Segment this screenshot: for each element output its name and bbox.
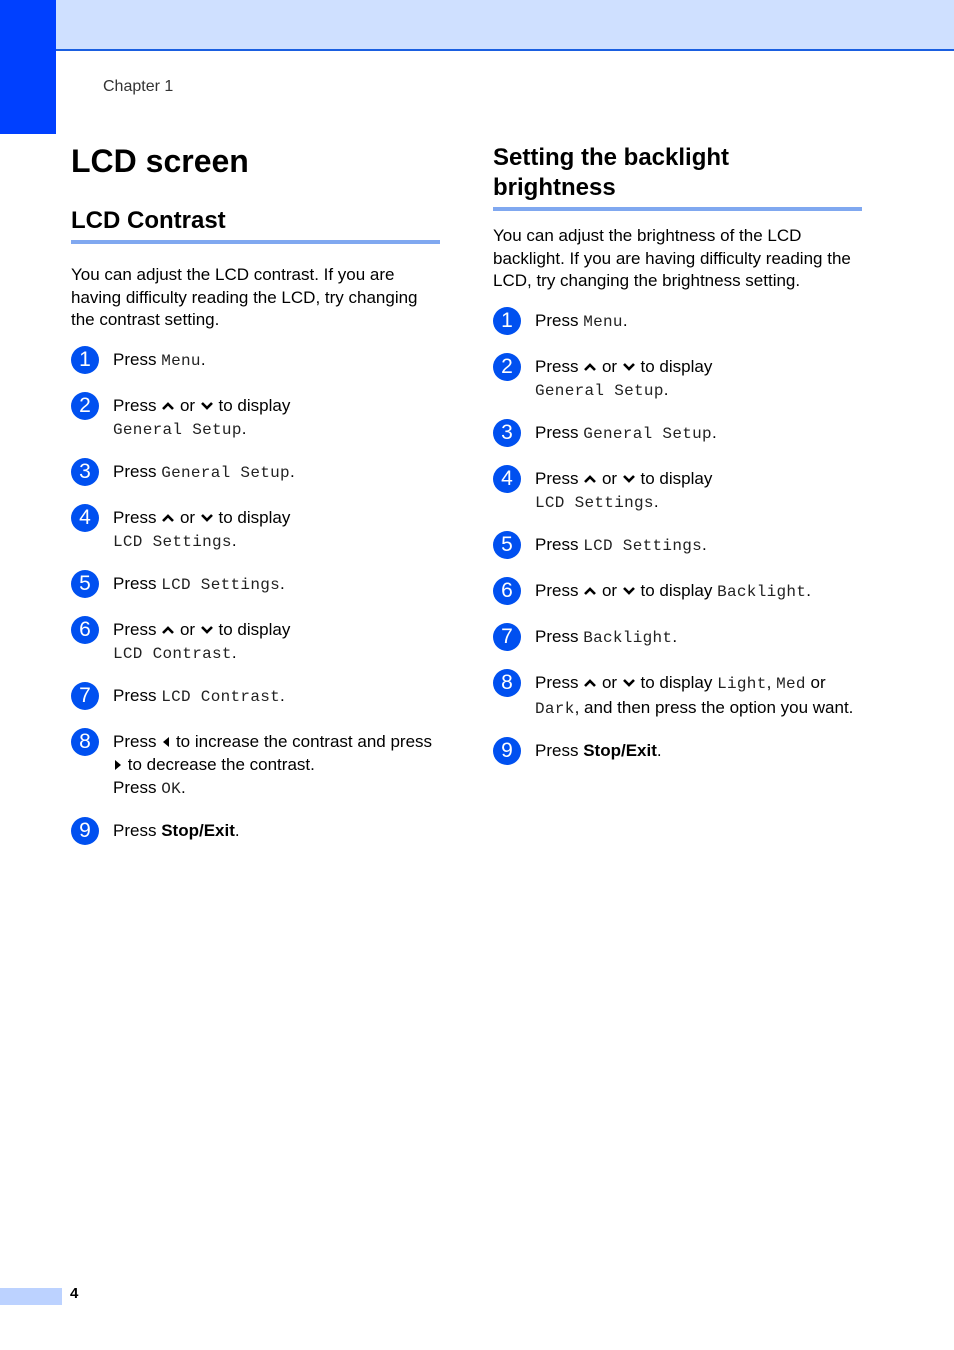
lcd-text: General Setup — [161, 463, 290, 482]
step-number: 7 — [493, 623, 521, 651]
triangle-left-icon — [161, 736, 171, 748]
step-number: 4 — [493, 465, 521, 493]
step-item: 2 Press or to display General Setup. — [493, 355, 862, 403]
chevron-up-icon — [583, 473, 597, 485]
step-number: 1 — [493, 307, 521, 335]
lcd-text: General Setup — [583, 424, 712, 443]
chevron-up-icon — [161, 624, 175, 636]
step-number: 6 — [493, 577, 521, 605]
chevron-up-icon — [161, 512, 175, 524]
step-item: 4 Press or to display LCD Settings. — [71, 506, 440, 554]
step-number: 3 — [493, 419, 521, 447]
step-number: 4 — [71, 504, 99, 532]
lcd-text: Med — [776, 674, 806, 693]
lcd-text: General Setup — [535, 381, 664, 400]
chevron-down-icon — [622, 361, 636, 373]
chevron-down-icon — [200, 512, 214, 524]
chevron-down-icon — [200, 624, 214, 636]
page-number: 4 — [70, 1285, 79, 1302]
step-number: 6 — [71, 616, 99, 644]
section-title-lcd-contrast: LCD Contrast — [71, 206, 440, 244]
lcd-text: General Setup — [113, 420, 242, 439]
step-number: 2 — [71, 392, 99, 420]
lcd-text: Menu — [161, 351, 201, 370]
step-number: 9 — [493, 737, 521, 765]
step-number: 2 — [493, 353, 521, 381]
chevron-down-icon — [622, 677, 636, 689]
lcd-text: LCD Settings — [113, 532, 232, 551]
triangle-right-icon — [113, 759, 123, 771]
step-list — [493, 309, 862, 767]
lcd-text: OK — [161, 779, 182, 798]
chevron-down-icon — [200, 400, 214, 412]
right-column — [493, 142, 862, 785]
step-item: 8 Press to increase the contrast and press to decrease the contrast. Press OK. — [71, 730, 440, 801]
header-band — [56, 0, 954, 51]
step-item: 2 Press or to display General Setup. — [71, 394, 440, 442]
step-item: 9 Press Stop/Exit. — [493, 739, 862, 767]
footer-bar — [0, 1288, 62, 1305]
button-name: Stop/Exit — [161, 820, 235, 840]
step-item: 5 Press LCD Settings. — [71, 572, 440, 600]
chevron-up-icon — [583, 361, 597, 373]
intro-text: You can adjust the LCD contrast. If you are having difficulty reading the LCD, try changing the contrast setting. — [71, 265, 418, 329]
step-number: 8 — [71, 728, 99, 756]
chevron-up-icon — [161, 400, 175, 412]
lcd-text: Dark — [535, 699, 575, 718]
step-item: 6 Press or to display Backlight. — [493, 579, 862, 607]
step-item: 3 Press General Setup. — [493, 421, 862, 449]
section-title-backlight: Setting the backlight brightness — [493, 143, 862, 211]
step-item: 8 Press or to display Light, Med or Dark, and then press the option you want. — [493, 671, 862, 721]
chevron-down-icon — [622, 473, 636, 485]
step-item: 3 Press General Setup. — [71, 460, 440, 488]
step-item: 5 Press LCD Settings. — [493, 533, 862, 561]
chapter-tab — [0, 0, 56, 134]
step-item: 6 Press or to display LCD Contrast. — [71, 618, 440, 666]
step-item: 7 Press Backlight. — [493, 625, 862, 653]
step-item: 1 Press Menu. — [71, 348, 440, 376]
lcd-text: Light — [717, 674, 767, 693]
intro-text: You can adjust the brightness of the LCD backlight. If you are having difficulty reading the LCD, try changing the brightness setting. — [493, 226, 851, 290]
lcd-text: LCD Settings — [583, 536, 703, 555]
step-item: 1 Press Menu. — [493, 309, 862, 337]
lcd-text: LCD Settings — [161, 575, 281, 594]
chevron-up-icon — [583, 677, 597, 689]
step-list — [71, 348, 440, 847]
step-item: 7 Press LCD Contrast. — [71, 684, 440, 712]
step-number: 5 — [71, 570, 99, 598]
step-number: 5 — [493, 531, 521, 559]
page-title: LCD screen — [71, 143, 249, 179]
chapter-label: Chapter 1 — [103, 78, 174, 95]
step-number: 7 — [71, 682, 99, 710]
step-number: 1 — [71, 346, 99, 374]
step-number: 8 — [493, 669, 521, 697]
lcd-text: LCD Contrast — [113, 644, 232, 663]
left-column — [71, 142, 440, 865]
lcd-text: LCD Settings — [535, 493, 654, 512]
lcd-text: Menu — [583, 312, 623, 331]
step-item: 4 Press or to display LCD Settings. — [493, 467, 862, 515]
button-name: Stop/Exit — [583, 740, 657, 760]
lcd-text: Backlight — [717, 582, 807, 601]
chevron-down-icon — [622, 585, 636, 597]
chevron-up-icon — [583, 585, 597, 597]
lcd-text: LCD Contrast — [161, 687, 281, 706]
step-item: 9 Press Stop/Exit. — [71, 819, 440, 847]
step-number: 3 — [71, 458, 99, 486]
step-number: 9 — [71, 817, 99, 845]
lcd-text: Backlight — [583, 628, 673, 647]
